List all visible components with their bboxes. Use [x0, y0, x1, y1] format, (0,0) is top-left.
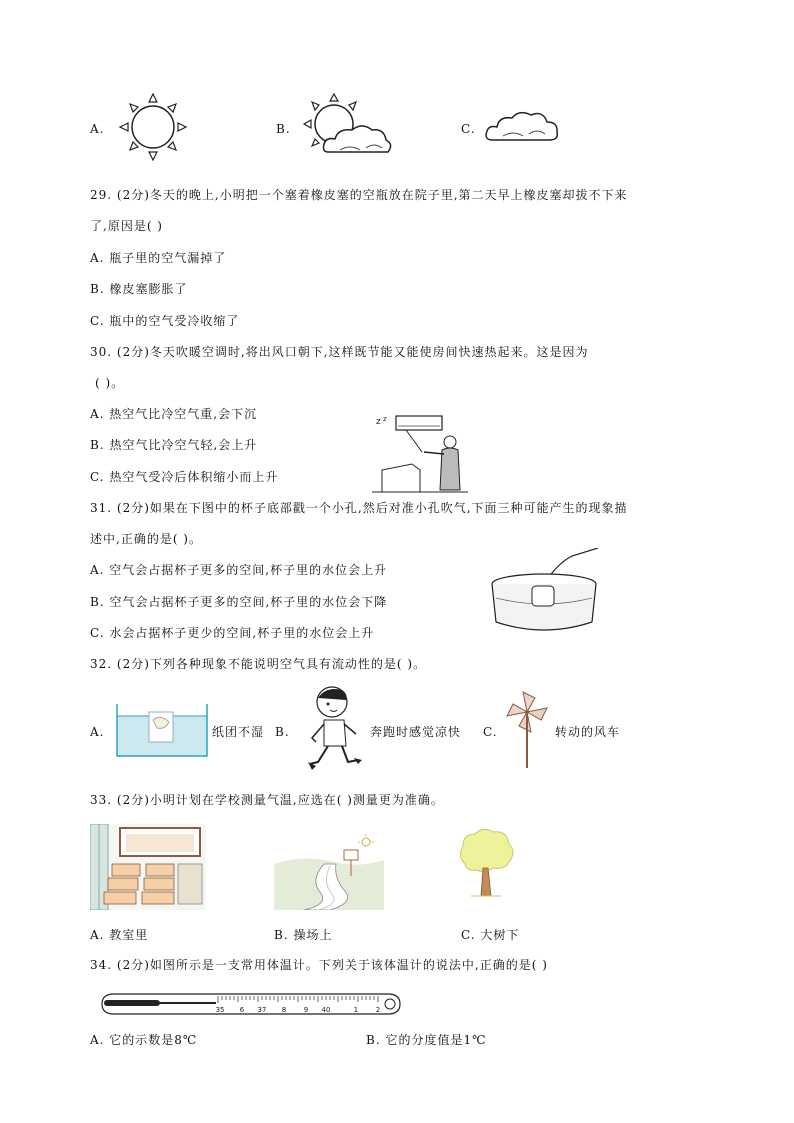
scale-label-2: 2	[375, 1006, 381, 1014]
q33-option-b: B. 操场上	[274, 928, 333, 942]
q29-option-b: B. 橡皮塞膨胀了	[90, 282, 188, 296]
classroom-figure	[90, 824, 206, 910]
scale-label-9: 9	[303, 1006, 309, 1014]
scale-label-35: 35	[215, 1006, 225, 1014]
q30-option-c: C. 热空气受冷后体积缩小而上升	[90, 470, 279, 484]
scale-label-8: 8	[281, 1006, 287, 1014]
svg-text:z: z	[376, 417, 381, 427]
q33-option-c: C. 大树下	[461, 928, 520, 942]
q30-stem-line2: ( )。	[95, 376, 125, 390]
q31-option-b: B. 空气会占据杯子更多的空间,杯子里的水位会下降	[90, 595, 388, 609]
q32-stem: 32. (2分)下列各种现象不能说明空气具有流动性的是( )。	[90, 657, 427, 671]
partly-cloudy-icon	[300, 92, 396, 164]
big-tree-figure	[455, 826, 517, 898]
q34-option-a: A. 它的示数是8℃	[90, 1033, 198, 1047]
svg-text:z: z	[383, 415, 387, 423]
sunny-icon	[118, 92, 188, 162]
q32-option-b-label: B.	[275, 725, 290, 739]
clinical-thermometer-figure	[100, 990, 402, 1018]
q34-stem: 34. (2分)如图所示是一支常用体温计。下列关于该体温计的说法中,正确的是( )	[90, 958, 548, 972]
air-conditioner-figure	[372, 412, 468, 494]
water-basin-cup-figure	[488, 548, 600, 638]
playground-figure	[274, 834, 384, 910]
q31-stem-line2: 述中,正确的是( )。	[90, 532, 202, 546]
q31-stem-line1: 31. (2分)如果在下图中的杯子底部戳一个小孔,然后对准小孔吹气,下面三种可能产生的现象描	[90, 501, 628, 515]
q29-stem-line2: 了,原因是( )	[90, 219, 163, 233]
q30-stem-line1: 30. (2分)冬天吹暖空调时,将出风口朝下,这样既节能又能使房间快速热起来。这是因为	[90, 345, 589, 359]
q34-option-b: B. 它的分度值是1℃	[366, 1033, 487, 1047]
q29-stem-line1: 29. (2分)冬天的晚上,小明把一个塞着橡皮塞的空瓶放在院子里,第二天早上橡皮塞却拔不下来	[90, 188, 628, 202]
q28-option-c-label: C.	[461, 122, 476, 136]
q32-option-a-text: 纸团不湿	[212, 725, 265, 739]
beaker-paper-figure	[115, 704, 209, 758]
q30-option-b: B. 热空气比冷空气轻,会上升	[90, 438, 258, 452]
q31-option-c: C. 水会占据杯子更少的空间,杯子里的水位会上升	[90, 626, 375, 640]
q31-option-a: A. 空气会占据杯子更多的空间,杯子里的水位会上升	[90, 563, 388, 577]
running-child-figure	[304, 684, 364, 776]
cloudy-icon	[483, 106, 561, 146]
q33-stem: 33. (2分)小明计划在学校测量气温,应选在( )测量更为准确。	[90, 793, 444, 807]
scale-label-1: 1	[353, 1006, 359, 1014]
pinwheel-figure	[505, 690, 553, 770]
q32-option-b-text: 奔跑时感觉凉快	[370, 725, 462, 739]
q32-option-c-label: C.	[483, 725, 498, 739]
q29-option-a: A. 瓶子里的空气漏掉了	[90, 251, 227, 265]
scale-label-6: 6	[239, 1006, 245, 1014]
q29-option-c: C. 瓶中的空气受冷收缩了	[90, 314, 240, 328]
scale-label-40: 40	[321, 1006, 331, 1014]
q28-option-b-label: B.	[276, 122, 291, 136]
q32-option-c-text: 转动的风车	[555, 725, 621, 739]
q28-option-a-label: A.	[90, 122, 105, 136]
q32-option-a-label: A.	[90, 725, 105, 739]
scale-label-37: 37	[257, 1006, 267, 1014]
q30-option-a: A. 热空气比冷空气重,会下沉	[90, 407, 258, 421]
q33-option-a: A. 教室里	[90, 928, 149, 942]
